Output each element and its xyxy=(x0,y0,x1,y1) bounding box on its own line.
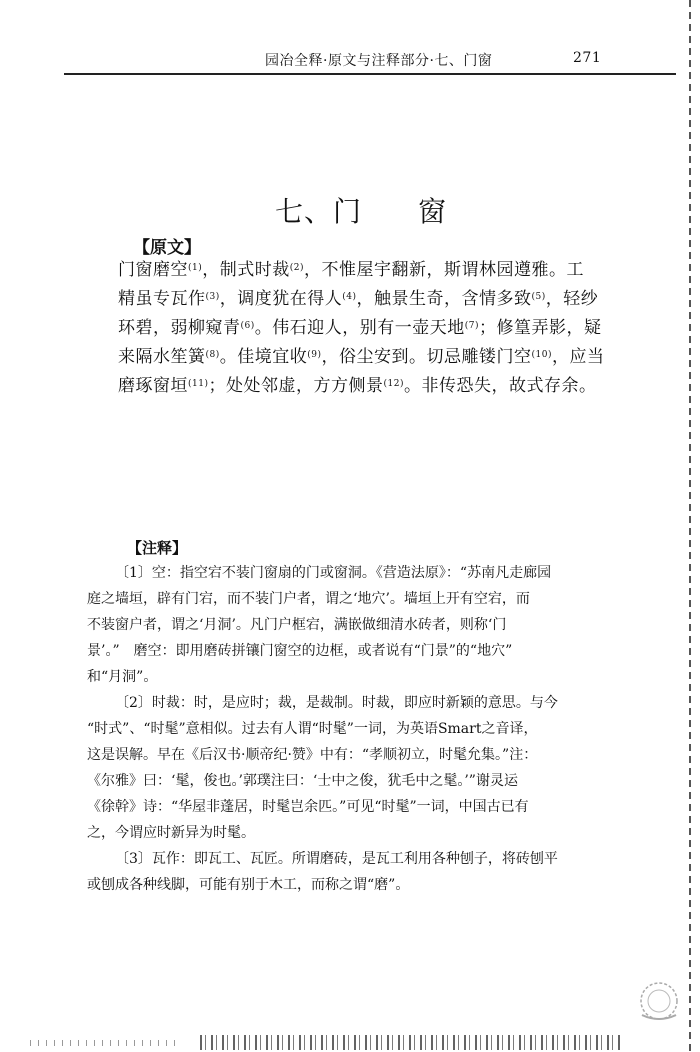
note-line: 这是误解。早在《后汉书·顺帝纪·赞》中有：“孝顺初立，时髦允集。”注： xyxy=(87,747,538,763)
note-marker: (2) xyxy=(289,263,304,273)
note-line: 《徐幹》诗：“华屋非蓬居，时髦岂余匹。”可见“时髦”一词，中国古已有 xyxy=(87,799,529,815)
note-line: “时式”、“时髦”意相似。过去有人谓“时髦”一词，为英语Smart之音译， xyxy=(87,721,538,737)
note-line: 或刨成各种线脚，可能有别于木工，而称之谓“磨”。 xyxy=(87,877,410,893)
note-marker: (12) xyxy=(383,379,404,389)
note-line: 之，今谓应时新异为时髦。 xyxy=(87,825,255,841)
scan-barcode-artifact xyxy=(200,1035,620,1050)
chapter-title xyxy=(275,190,447,230)
notes-body xyxy=(87,560,617,898)
note-line: 《尔雅》曰：‘髦，俊也。’郭璞注曰：‘士中之俊，犹毛中之髦。’”谢灵运 xyxy=(87,773,518,789)
original-text-segment: ，俗尘安到。切忌雕镂门空 xyxy=(321,347,532,367)
original-text-segment: ；处处邻虚，方方侧景 xyxy=(208,376,384,396)
note-line: 不装窗户者，谓之‘月洞’。凡门户框宕，满嵌做细清水砖者，则称‘门 xyxy=(87,617,507,633)
note-line: 景’。” 磨空：即用磨砖拼镶门窗空的边框，或者说有“门景”的“地穴” xyxy=(87,643,513,659)
original-text-segment: 来隔水笙簧 xyxy=(118,347,206,367)
note-line: 〔1〕空：指空宕不装门窗扇的门或窗洞。《营造法原》：“苏南凡走廊园 xyxy=(115,565,552,581)
note-marker: (8) xyxy=(205,350,220,360)
original-text-heading: 【原文】 xyxy=(133,238,201,258)
original-text-segment: 。非传恐失，故式存余。 xyxy=(403,376,597,396)
header-rule xyxy=(64,73,676,75)
scan-edge-line xyxy=(689,0,691,1052)
original-text-line xyxy=(118,372,608,401)
original-text-segment: ，应当 xyxy=(551,347,605,367)
running-title: 园冶全释·原文与注释部分·七、门窗 xyxy=(265,53,493,69)
original-text-segment: 。佳境宜收 xyxy=(219,347,308,367)
note-marker: (3) xyxy=(205,292,220,302)
original-text-segment: ，触景生奇，含情多致 xyxy=(356,289,532,309)
original-text-segment: ，制式时裁 xyxy=(202,260,290,280)
note-marker: (7) xyxy=(464,321,479,331)
note-line: 〔2〕时裁：时，是应时；裁，是裁制。时裁，即应时新颖的意思。与今 xyxy=(115,695,558,711)
original-text-segment: ；修篁弄影，疑 xyxy=(479,318,602,338)
scan-artifact xyxy=(30,1040,180,1046)
original-text-segment: ，轻纱 xyxy=(545,289,599,309)
note-marker: (1) xyxy=(188,263,203,273)
original-text-segment: 精虽专瓦作 xyxy=(118,289,206,309)
chapter-title-part1: 七、门 xyxy=(275,195,363,228)
original-text-body xyxy=(118,256,608,401)
original-text-segment: 。伟石迎人，别有一壶天地 xyxy=(254,318,465,338)
original-text-segment: ，调度犹在得人 xyxy=(219,289,343,309)
note-marker: (6) xyxy=(240,321,255,331)
note-marker: (9) xyxy=(307,350,322,360)
note-line: 和“月洞”。 xyxy=(87,669,158,685)
page-number: 271 xyxy=(573,50,602,66)
original-text-line xyxy=(118,314,608,343)
note-marker: (11) xyxy=(188,379,209,389)
note-line: 〔3〕瓦作：即瓦工、瓦匠。所谓磨砖，是瓦工利用各种刨子，将砖刨平 xyxy=(115,851,558,867)
note-marker: (4) xyxy=(342,292,357,302)
original-text-line xyxy=(118,256,608,285)
original-text-line xyxy=(118,285,608,314)
original-text-segment: ，不惟屋宇翻新，斯谓林园遵雅。工 xyxy=(304,260,584,280)
original-text-segment: 磨琢窗垣 xyxy=(118,376,188,396)
original-text-segment: 环碧，弱柳窥青 xyxy=(118,318,241,338)
notes-heading: 【注释】 xyxy=(127,539,188,557)
original-text-line xyxy=(118,343,608,372)
watermark-stamp-icon xyxy=(628,975,690,1023)
note-marker: (10) xyxy=(531,350,552,360)
original-text-segment: 门窗磨空 xyxy=(118,260,188,280)
note-line: 庭之墙垣，辟有门宕，而不装门户者，谓之‘地穴’。墙垣上开有空宕，而 xyxy=(87,591,530,607)
note-marker: (5) xyxy=(531,292,546,302)
running-header xyxy=(265,50,645,70)
chapter-title-part2: 窗 xyxy=(418,195,448,228)
